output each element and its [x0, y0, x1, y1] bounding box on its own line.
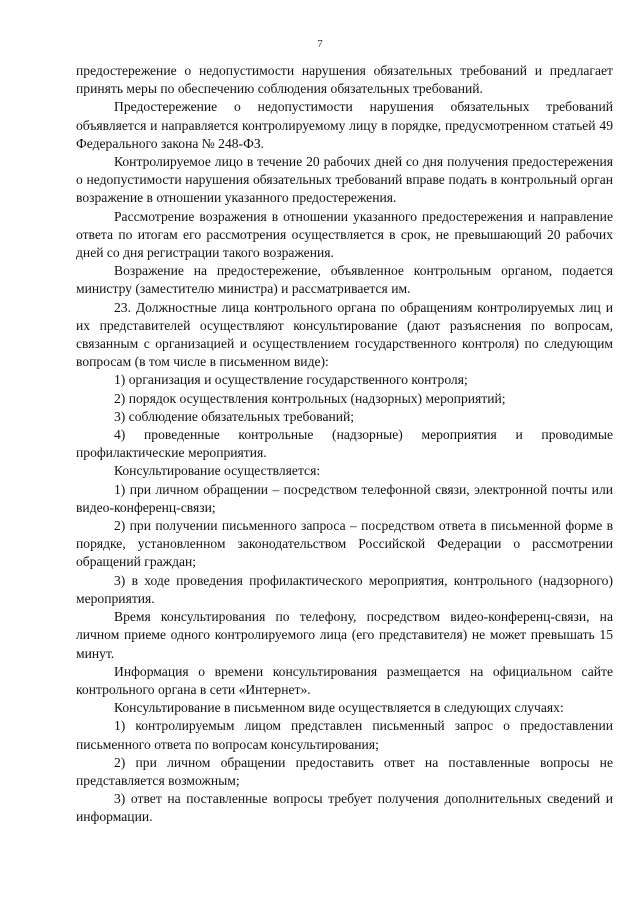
list-item: 4) проведенные контрольные (надзорные) мероприятия и проводимые профилактические мероприятия.	[76, 427, 613, 461]
paragraph: Контролируемое лицо в течение 20 рабочих дней со дня получения предостережения о недопустимости нарушения обязательных требований вправе подать в контрольный орган возражение в отношении указанного предостережения.	[76, 154, 613, 206]
paragraph: Информация о времени консультирования размещается на официальном сайте контрольного органа в сети «Интернет».	[76, 663, 613, 697]
list-item: 3) ответ на поставленные вопросы требует получения дополнительных сведений и информации.	[76, 791, 613, 825]
list-item: 3) в ходе проведения профилактического мероприятия, контрольного (надзорного) мероприятия.	[76, 572, 613, 606]
paragraph: Предостережение о недопустимости нарушения обязательных требований объявляется и направляется контролируемому лицу в порядке, предусмотренном статьей 49 Федерального закона № 248-ФЗ.	[76, 99, 613, 151]
paragraph: Время консультирования по телефону, посредством видео-конференц-связи, на личном приеме одного контролируемого лица (его представителя) не может превышать 15 минут.	[76, 609, 613, 661]
document-body	[76, 62, 613, 827]
list-item: 1) контролируемым лицом представлен письменный запрос о предоставлении письменного ответа по вопросам консультирования;	[76, 718, 613, 752]
list-item: 1) организация и осуществление государственного контроля;	[114, 372, 468, 388]
paragraph: Консультирование в письменном виде осуществляется в следующих случаях:	[114, 700, 564, 716]
section-23-paragraph: 23. Должностные лица контрольного органа по обращениям контролируемых лиц и их представителей осуществляют консультирование (дают разъяснения по вопросам, связанным с организацией и осуществлением государственного контроля) по следующим вопросам (в том числе в письменном виде):	[76, 299, 613, 370]
list-item: 3) соблюдение обязательных требований;	[114, 408, 355, 424]
list-item: 2) при личном обращении предоставить ответ на поставленные вопросы не представляется возможным;	[76, 754, 613, 788]
list-item: 2) порядок осуществления контрольных (надзорных) мероприятий;	[114, 390, 506, 406]
paragraph: Рассмотрение возражения в отношении указанного предостережения и направление ответа по итогам его рассмотрения осуществляется в срок, не превышающий 20 рабочих дней со дня регистрации такого возражения.	[76, 208, 613, 261]
paragraph: предостережение о недопустимости нарушения обязательных требований и предлагает принять меры по обеспечению соблюдения обязательных требований.	[76, 63, 613, 97]
paragraph: Консультирование осуществляется:	[114, 463, 321, 479]
page-number: 7	[317, 38, 323, 50]
list-item: 2) при получении письменного запроса – посредством ответа в письменной форме в порядке, установленном законодательством Российской Федерации о рассмотрении обращений граждан;	[76, 518, 613, 570]
list-item: 1) при личном обращении – посредством телефонной связи, электронной почты или видео-конференц-связи;	[76, 481, 613, 515]
paragraph: Возражение на предостережение, объявленное контрольным органом, подается министру (заместителю министра) и рассматривается им.	[76, 263, 613, 297]
